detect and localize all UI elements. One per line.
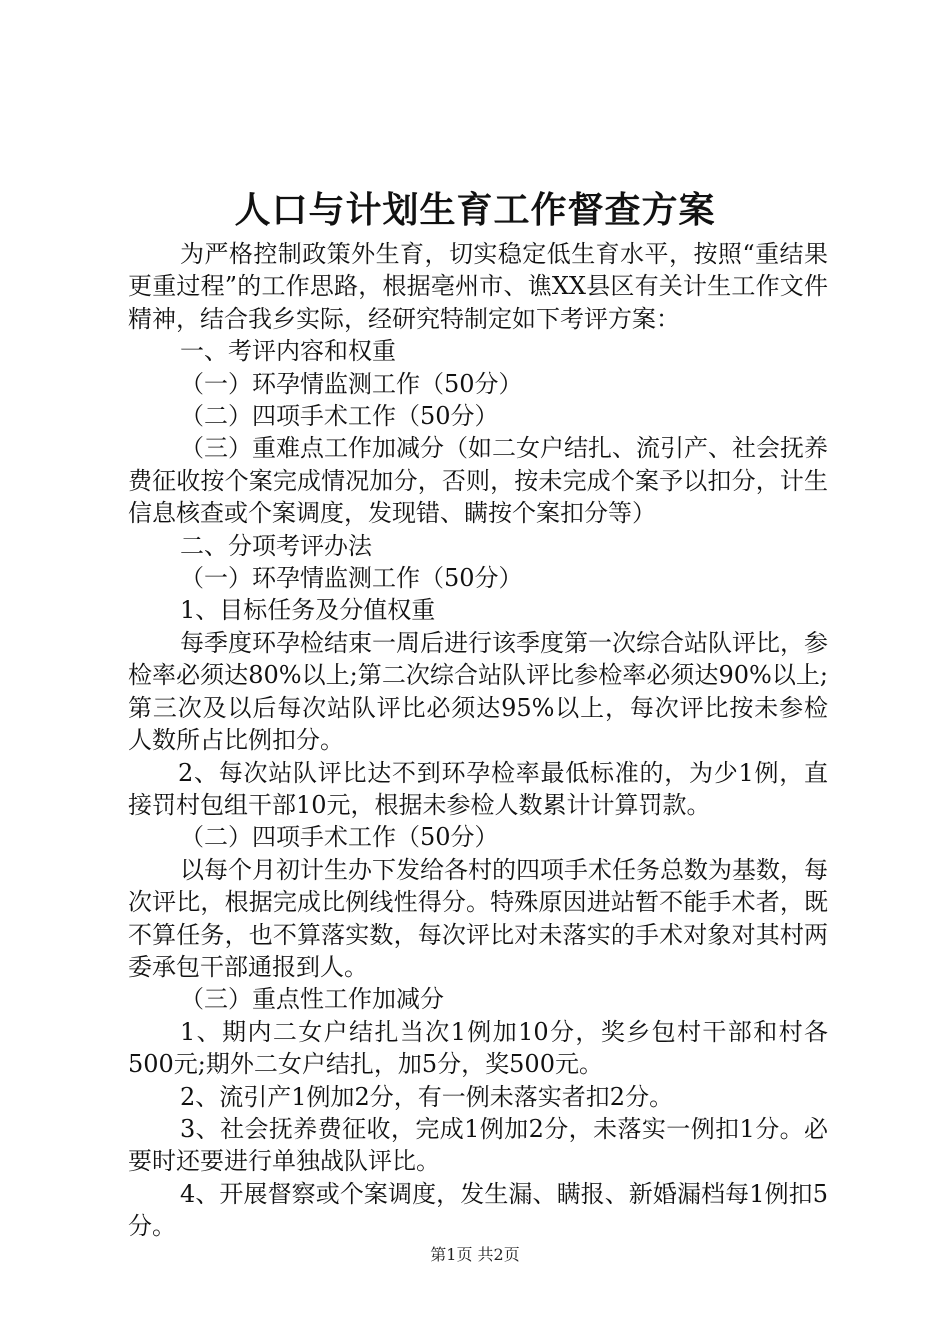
body-paragraph: 2、每次站队评比达不到环孕检率最低标准的，为少1例，直接罚村包组干部10元，根据未参检人数累计计算罚款。 — [128, 758, 828, 819]
body-paragraph: 以每个月初计生办下发给各村的四项手术任务总数为基数，每次评比，根据完成比例线性得分。特殊原因进站暂不能手术者，既不算任务，也不算落实数，每次评比对未落实的手术对象对其村两委承包干部通报到人。 — [128, 855, 828, 981]
subsection-heading: （一）环孕情监测工作（50分） — [180, 369, 523, 398]
subsection-heading: （二）四项手术工作（50分） — [180, 402, 499, 431]
document-title: 人口与计划生育工作督查方案 — [234, 189, 716, 231]
body-paragraph: 3、社会抚养费征收，完成1例加2分，未落实一例扣1分。必要时还要进行单独战队评比。 — [128, 1114, 828, 1176]
section-heading-2: 二、分项考评办法 — [180, 531, 372, 560]
item-heading: 1、目标任务及分值权重 — [180, 596, 436, 625]
page-footer: 第1页 共2页 — [430, 1245, 520, 1264]
section-heading-1: 一、考评内容和权重 — [180, 337, 396, 366]
body-paragraph: 1、期内二女户结扎当次1例加10分，奖乡包村干部和村各500元;期外二女户结扎，加5分，奖500元。 — [128, 1017, 828, 1079]
body-paragraph: 2、流引产1例加2分，有一例未落实者扣2分。 — [180, 1082, 674, 1111]
document-body — [128, 238, 828, 1243]
body-paragraph: 4、开展督察或个案调度，发生漏、瞒报、新婚漏档每1例扣5分。 — [128, 1179, 828, 1241]
body-paragraph: 每季度环孕检结束一周后进行该季度第一次综合站队评比，参检率必须达80%以上;第二次综合站队评比参检率必须达90%以上;第三次及以后每次站队评比必须达95%以上，每次评比按未参检人数所占比例扣分。 — [128, 628, 828, 755]
subsection-heading: （二）四项手术工作（50分） — [180, 823, 499, 852]
intro-paragraph: 为严格控制政策外生育，切实稳定低生育水平，按照“重结果更重过程”的工作思路，根据亳州市、谯XX县区有关计生工作文件精神，结合我乡实际，经研究特制定如下考评方案： — [128, 240, 828, 333]
subsection-heading: （三）重点性工作加减分 — [180, 985, 444, 1014]
subsection-heading: （一）环孕情监测工作（50分） — [180, 564, 523, 593]
subsection-heading: （三）重难点工作加减分（如二女户结扎、流引产、社会抚养费征收按个案完成情况加分，否则，按未完成个案予以扣分，计生信息核查或个案调度，发现错、瞒按个案扣分等） — [128, 434, 828, 528]
